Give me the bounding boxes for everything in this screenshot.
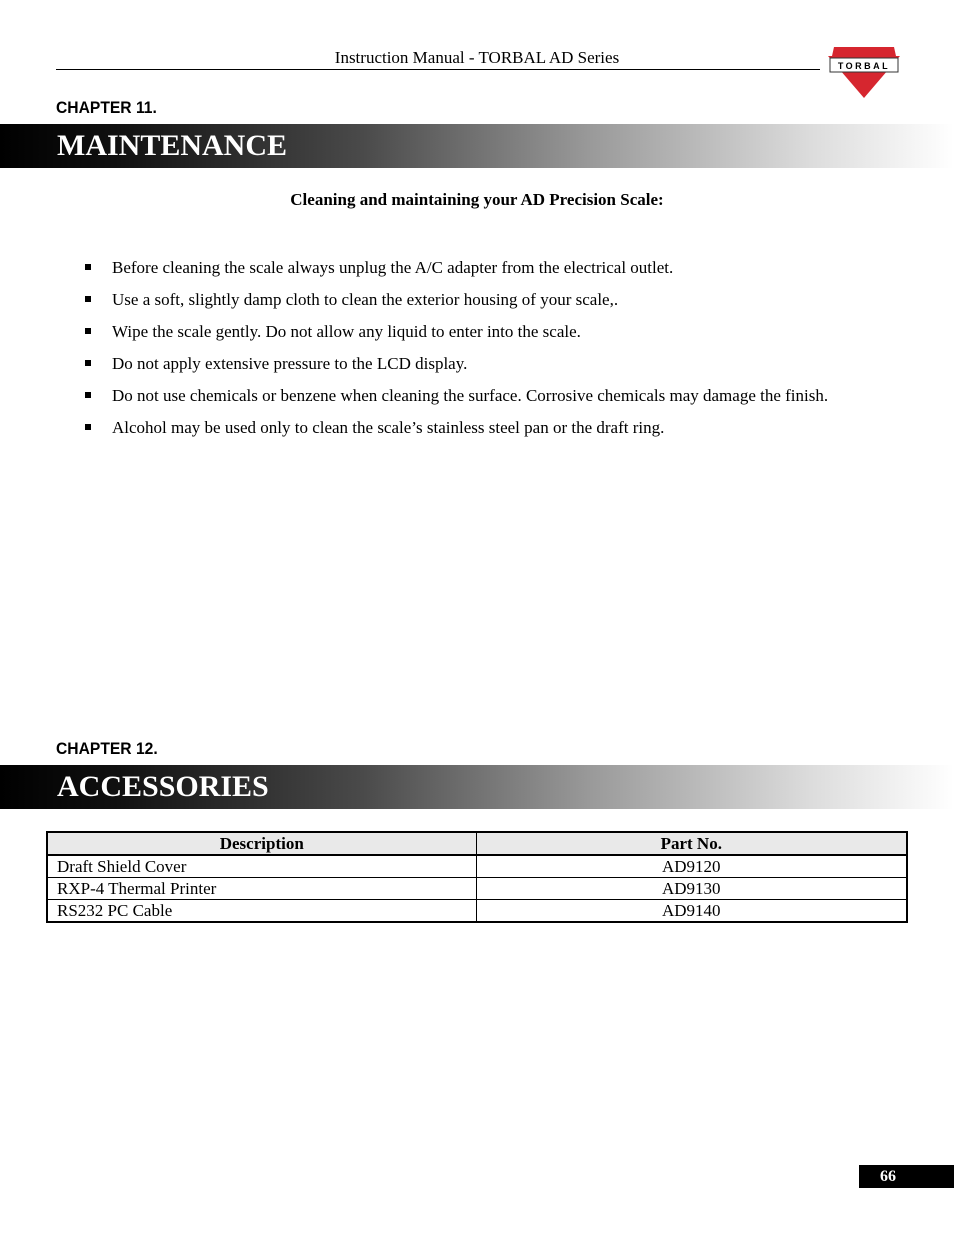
chapter-11-title: MAINTENANCE: [57, 129, 288, 162]
page-number: 66: [859, 1165, 954, 1188]
chapter-11-label: CHAPTER 11.: [56, 98, 157, 117]
list-item: [84, 348, 874, 380]
cell-description: RXP-4 Thermal Printer: [47, 878, 476, 900]
bullet-text: Alcohol may be used only to clean the scale’s stainless steel pan or the draft ring.: [112, 418, 665, 437]
table-row: [47, 900, 907, 923]
logo-top-band: [832, 47, 896, 56]
table-row: [47, 878, 907, 900]
list-item: [84, 316, 874, 348]
table-row: [47, 855, 907, 878]
chapter-12-title: ACCESSORIES: [57, 770, 269, 803]
cell-description: Draft Shield Cover: [47, 855, 476, 878]
bullet-text: Use a soft, slightly damp cloth to clean the exterior housing of your scale,.: [112, 290, 619, 309]
list-item: [84, 380, 874, 412]
bullet-square-icon: [85, 360, 91, 366]
column-header-part-no: Part No.: [476, 832, 907, 855]
cell-description: RS232 PC Cable: [47, 900, 476, 923]
table-header-row: [47, 832, 907, 855]
list-item: [84, 412, 874, 444]
bullet-text: Wipe the scale gently. Do not allow any liquid to enter into the scale.: [112, 322, 581, 341]
column-header-description: Description: [47, 832, 476, 855]
bullet-square-icon: [85, 264, 91, 270]
bullet-square-icon: [85, 296, 91, 302]
header-rule: [56, 69, 820, 70]
accessories-table: [46, 831, 908, 923]
chapter-12-band: [0, 765, 954, 809]
list-item: [84, 252, 874, 284]
cell-part-no: AD9120: [476, 855, 907, 878]
maintenance-heading: Cleaning and maintaining your AD Precision Scale:: [290, 190, 664, 209]
bullet-square-icon: [85, 424, 91, 430]
running-header-title: Instruction Manual - TORBAL AD Series: [334, 48, 620, 67]
cell-part-no: AD9130: [476, 878, 907, 900]
list-item: [84, 284, 874, 316]
chapter-12-label: CHAPTER 12.: [56, 739, 158, 758]
bullet-text: Do not use chemicals or benzene when cleaning the surface. Corrosive chemicals may damage the finish.: [112, 386, 829, 405]
bullet-text: Do not apply extensive pressure to the LCD display.: [112, 354, 468, 373]
chapter-11-band: [0, 124, 954, 168]
torbal-logo: [826, 44, 902, 100]
cell-part-no: AD9140: [476, 900, 907, 923]
maintenance-bullet-list: [84, 252, 874, 444]
logo-text: TORBAL: [837, 61, 891, 71]
bullet-square-icon: [85, 392, 91, 398]
bullet-text: Before cleaning the scale always unplug the A/C adapter from the electrical outlet.: [112, 258, 674, 277]
bullet-square-icon: [85, 328, 91, 334]
